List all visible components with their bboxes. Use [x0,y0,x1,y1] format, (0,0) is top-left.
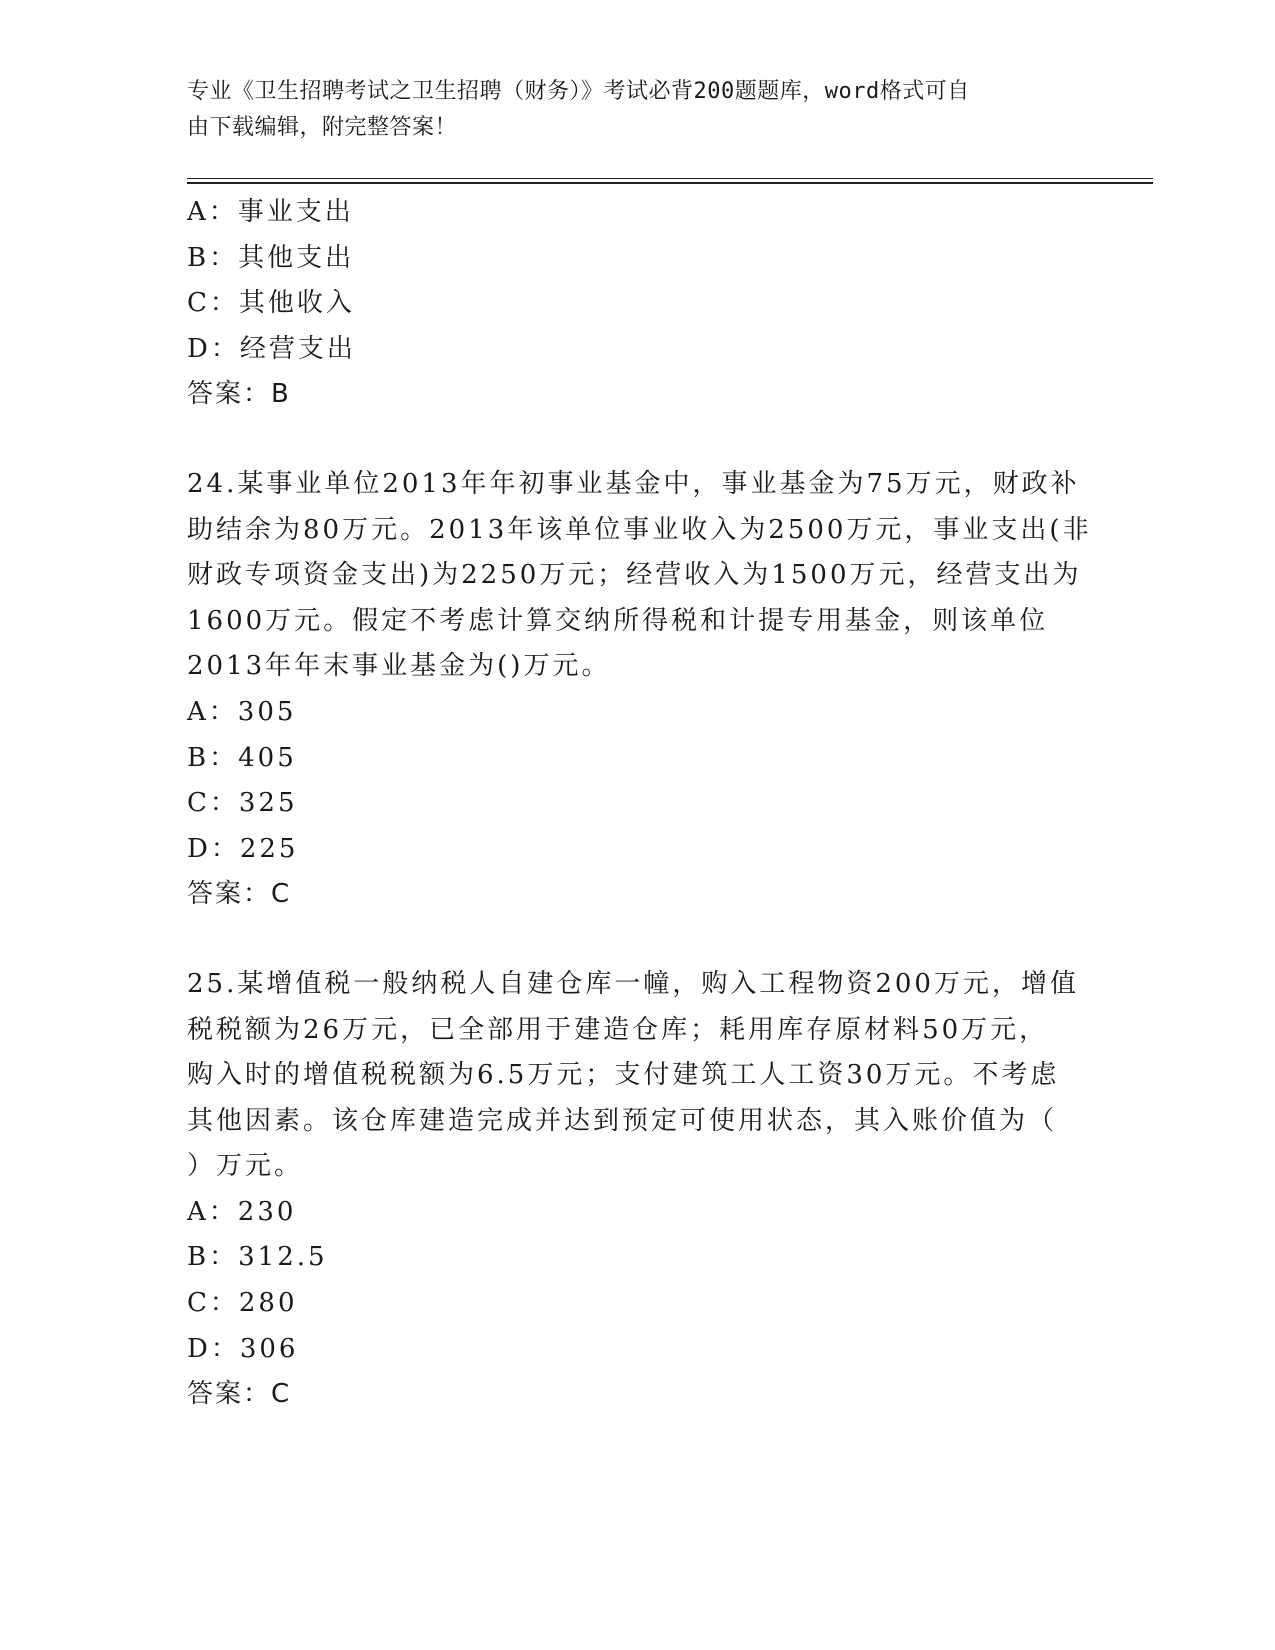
option-c: C：325 [187,788,298,819]
option-d: D：经营支出 [187,333,356,364]
option-d: D：306 [187,1333,299,1364]
option-c: C：其他收入 [187,288,355,319]
option-c: C：280 [187,1288,298,1319]
question-25-block [187,962,1087,1418]
option-a: A：305 [187,696,297,727]
stem-line: 2013年年末事业基金为()万元。 [187,651,611,682]
stem-line: 24.某事业单位2013年年初事业基金中，事业基金为75万元，财政补 [187,468,1080,499]
document-header [187,74,1067,146]
question-23-block [187,190,1087,418]
stem-line: ）万元。 [187,1151,304,1182]
answer-line: 答案：C [187,879,292,910]
option-d: D：225 [187,833,299,864]
header-rule-thin [187,178,1153,179]
question-24-block [187,462,1092,918]
option-a: A：事业支出 [187,197,354,227]
stem-line: 25.某增值税一般纳税人自建仓库一幢，购入工程物资200万元，增值 [187,968,1079,999]
header-rule-thick [187,182,1153,184]
question-stem [187,462,1092,690]
document-body [187,190,1092,1418]
option-b: B：405 [187,742,297,773]
header-line-1: 专业《卫生招聘考试之卫生招聘（财务）》考试必背200题题库，word格式可自 [187,79,970,104]
spacer [187,418,1087,462]
option-b: B：其他支出 [187,242,355,273]
stem-line: 财政专项资金支出)为2250万元；经营收入为1500万元，经营支出为 [187,560,1082,591]
option-a: A：230 [187,1196,297,1227]
question-stem [187,962,1079,1190]
answer-line: 答案：C [187,1379,292,1410]
stem-line: 税税额为26万元，已全部用于建造仓库；耗用库存原材料50万元， [187,1014,1049,1045]
header-line-2: 由下载编辑，附完整答案！ [187,115,458,140]
stem-line: 其他因素。该仓库建造完成并达到预定可使用状态，其入账价值为（ [187,1105,1058,1136]
option-b: B：312.5 [187,1242,328,1273]
stem-line: 1600万元。假定不考虑计算交纳所得税和计提专用基金，则该单位 [187,605,1049,636]
spacer [187,918,1087,962]
stem-line: 购入时的增值税税额为6.5万元；支付建筑工人工资30万元。不考虑 [187,1060,1060,1091]
stem-line: 助结余为80万元。2013年该单位事业收入为2500万元，事业支出(非 [187,514,1092,545]
answer-line: 答案：B [187,379,291,410]
